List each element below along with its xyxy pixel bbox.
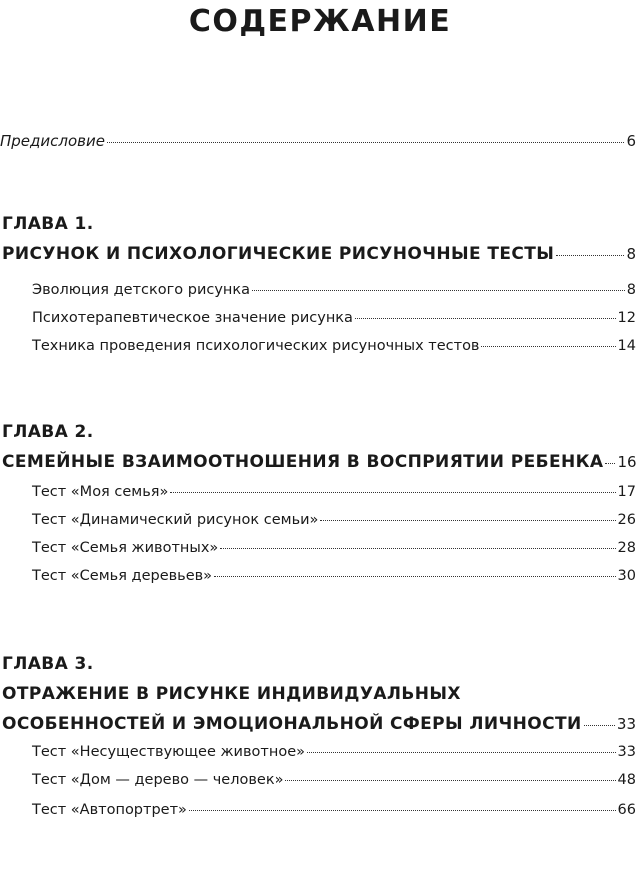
toc-chapter-title[interactable]	[2, 452, 636, 472]
toc-entry[interactable]	[32, 568, 636, 584]
toc-label: Психотерапевтическое значение рисунка	[32, 310, 353, 326]
toc-entry[interactable]	[32, 310, 636, 326]
toc-entry[interactable]	[32, 772, 636, 788]
toc-chapter-title[interactable]	[2, 714, 636, 734]
toc-label: Тест «Дом — дерево — человек»	[32, 772, 284, 788]
chapter-heading: ГЛАВА 1.	[2, 214, 94, 234]
toc-page-number: 66	[617, 802, 636, 818]
toc-page-number: 30	[617, 568, 636, 584]
dot-leader	[320, 520, 615, 521]
toc-page-number: 17	[617, 484, 636, 500]
toc-entry[interactable]	[32, 484, 636, 500]
dot-leader	[252, 290, 625, 291]
toc-label: Техника проведения психологических рисуночных тестов	[32, 338, 480, 354]
dot-leader	[605, 463, 615, 464]
toc-page-number: 14	[617, 338, 636, 354]
dot-leader	[107, 142, 624, 143]
dot-leader	[307, 752, 616, 753]
dot-leader	[355, 318, 616, 319]
toc-page-number: 33	[617, 744, 636, 760]
toc-page-number: 8	[626, 282, 636, 298]
toc-page-number: 28	[617, 540, 636, 556]
chapter-title: СЕМЕЙНЫЕ ВЗАИМООТНОШЕНИЯ В ВОСПРИЯТИИ РЕБЕНКА	[2, 452, 604, 472]
dot-leader	[556, 255, 624, 256]
toc-page-number: 26	[617, 512, 636, 528]
toc-entry[interactable]	[32, 540, 636, 556]
toc-label: Тест «Моя семья»	[32, 484, 169, 500]
toc-entry[interactable]	[32, 282, 636, 298]
dot-leader	[214, 576, 616, 577]
toc-page-number: 12	[617, 310, 636, 326]
chapter-title: ОСОБЕННОСТЕЙ И ЭМОЦИОНАЛЬНОЙ СФЕРЫ ЛИЧНОСТИ	[2, 714, 582, 734]
toc-page-number: 16	[617, 453, 637, 471]
toc-label: Тест «Несуществующее животное»	[32, 744, 305, 760]
toc-entry[interactable]	[32, 338, 636, 354]
toc-page-number: 6	[626, 132, 636, 150]
toc-entry[interactable]	[32, 802, 636, 818]
toc-label: Тест «Автопортрет»	[32, 802, 187, 818]
chapter-heading: ГЛАВА 2.	[2, 422, 94, 442]
toc-page-number: 8	[626, 245, 636, 263]
toc-label: Эволюция детского рисунка	[32, 282, 251, 298]
toc-label: Тест «Динамический рисунок семьи»	[32, 512, 319, 528]
dot-leader	[584, 725, 615, 726]
toc-entry[interactable]	[32, 744, 636, 760]
dot-leader	[189, 810, 616, 811]
toc-entry[interactable]	[32, 512, 636, 528]
toc-label: Предисловие	[0, 132, 105, 150]
dot-leader	[170, 492, 615, 493]
toc-label: Тест «Семья деревьев»	[32, 568, 213, 584]
chapter-title: РИСУНОК И ПСИХОЛОГИЧЕСКИЕ РИСУНОЧНЫЕ ТЕСТЫ	[2, 244, 555, 264]
toc-page-number: 48	[617, 772, 636, 788]
dot-leader	[481, 346, 615, 347]
chapter-heading: ГЛАВА 3.	[2, 654, 94, 674]
toc-chapter-title[interactable]	[2, 244, 636, 264]
dot-leader	[285, 780, 615, 781]
toc-page-number: 33	[616, 715, 636, 733]
dot-leader	[220, 548, 615, 549]
chapter-title: ОТРАЖЕНИЕ В РИСУНКЕ ИНДИВИДУАЛЬНЫХ	[2, 684, 461, 704]
toc-label: Тест «Семья животных»	[32, 540, 219, 556]
page-title: СОДЕРЖАНИЕ	[188, 4, 452, 39]
toc-preface[interactable]	[0, 132, 636, 150]
